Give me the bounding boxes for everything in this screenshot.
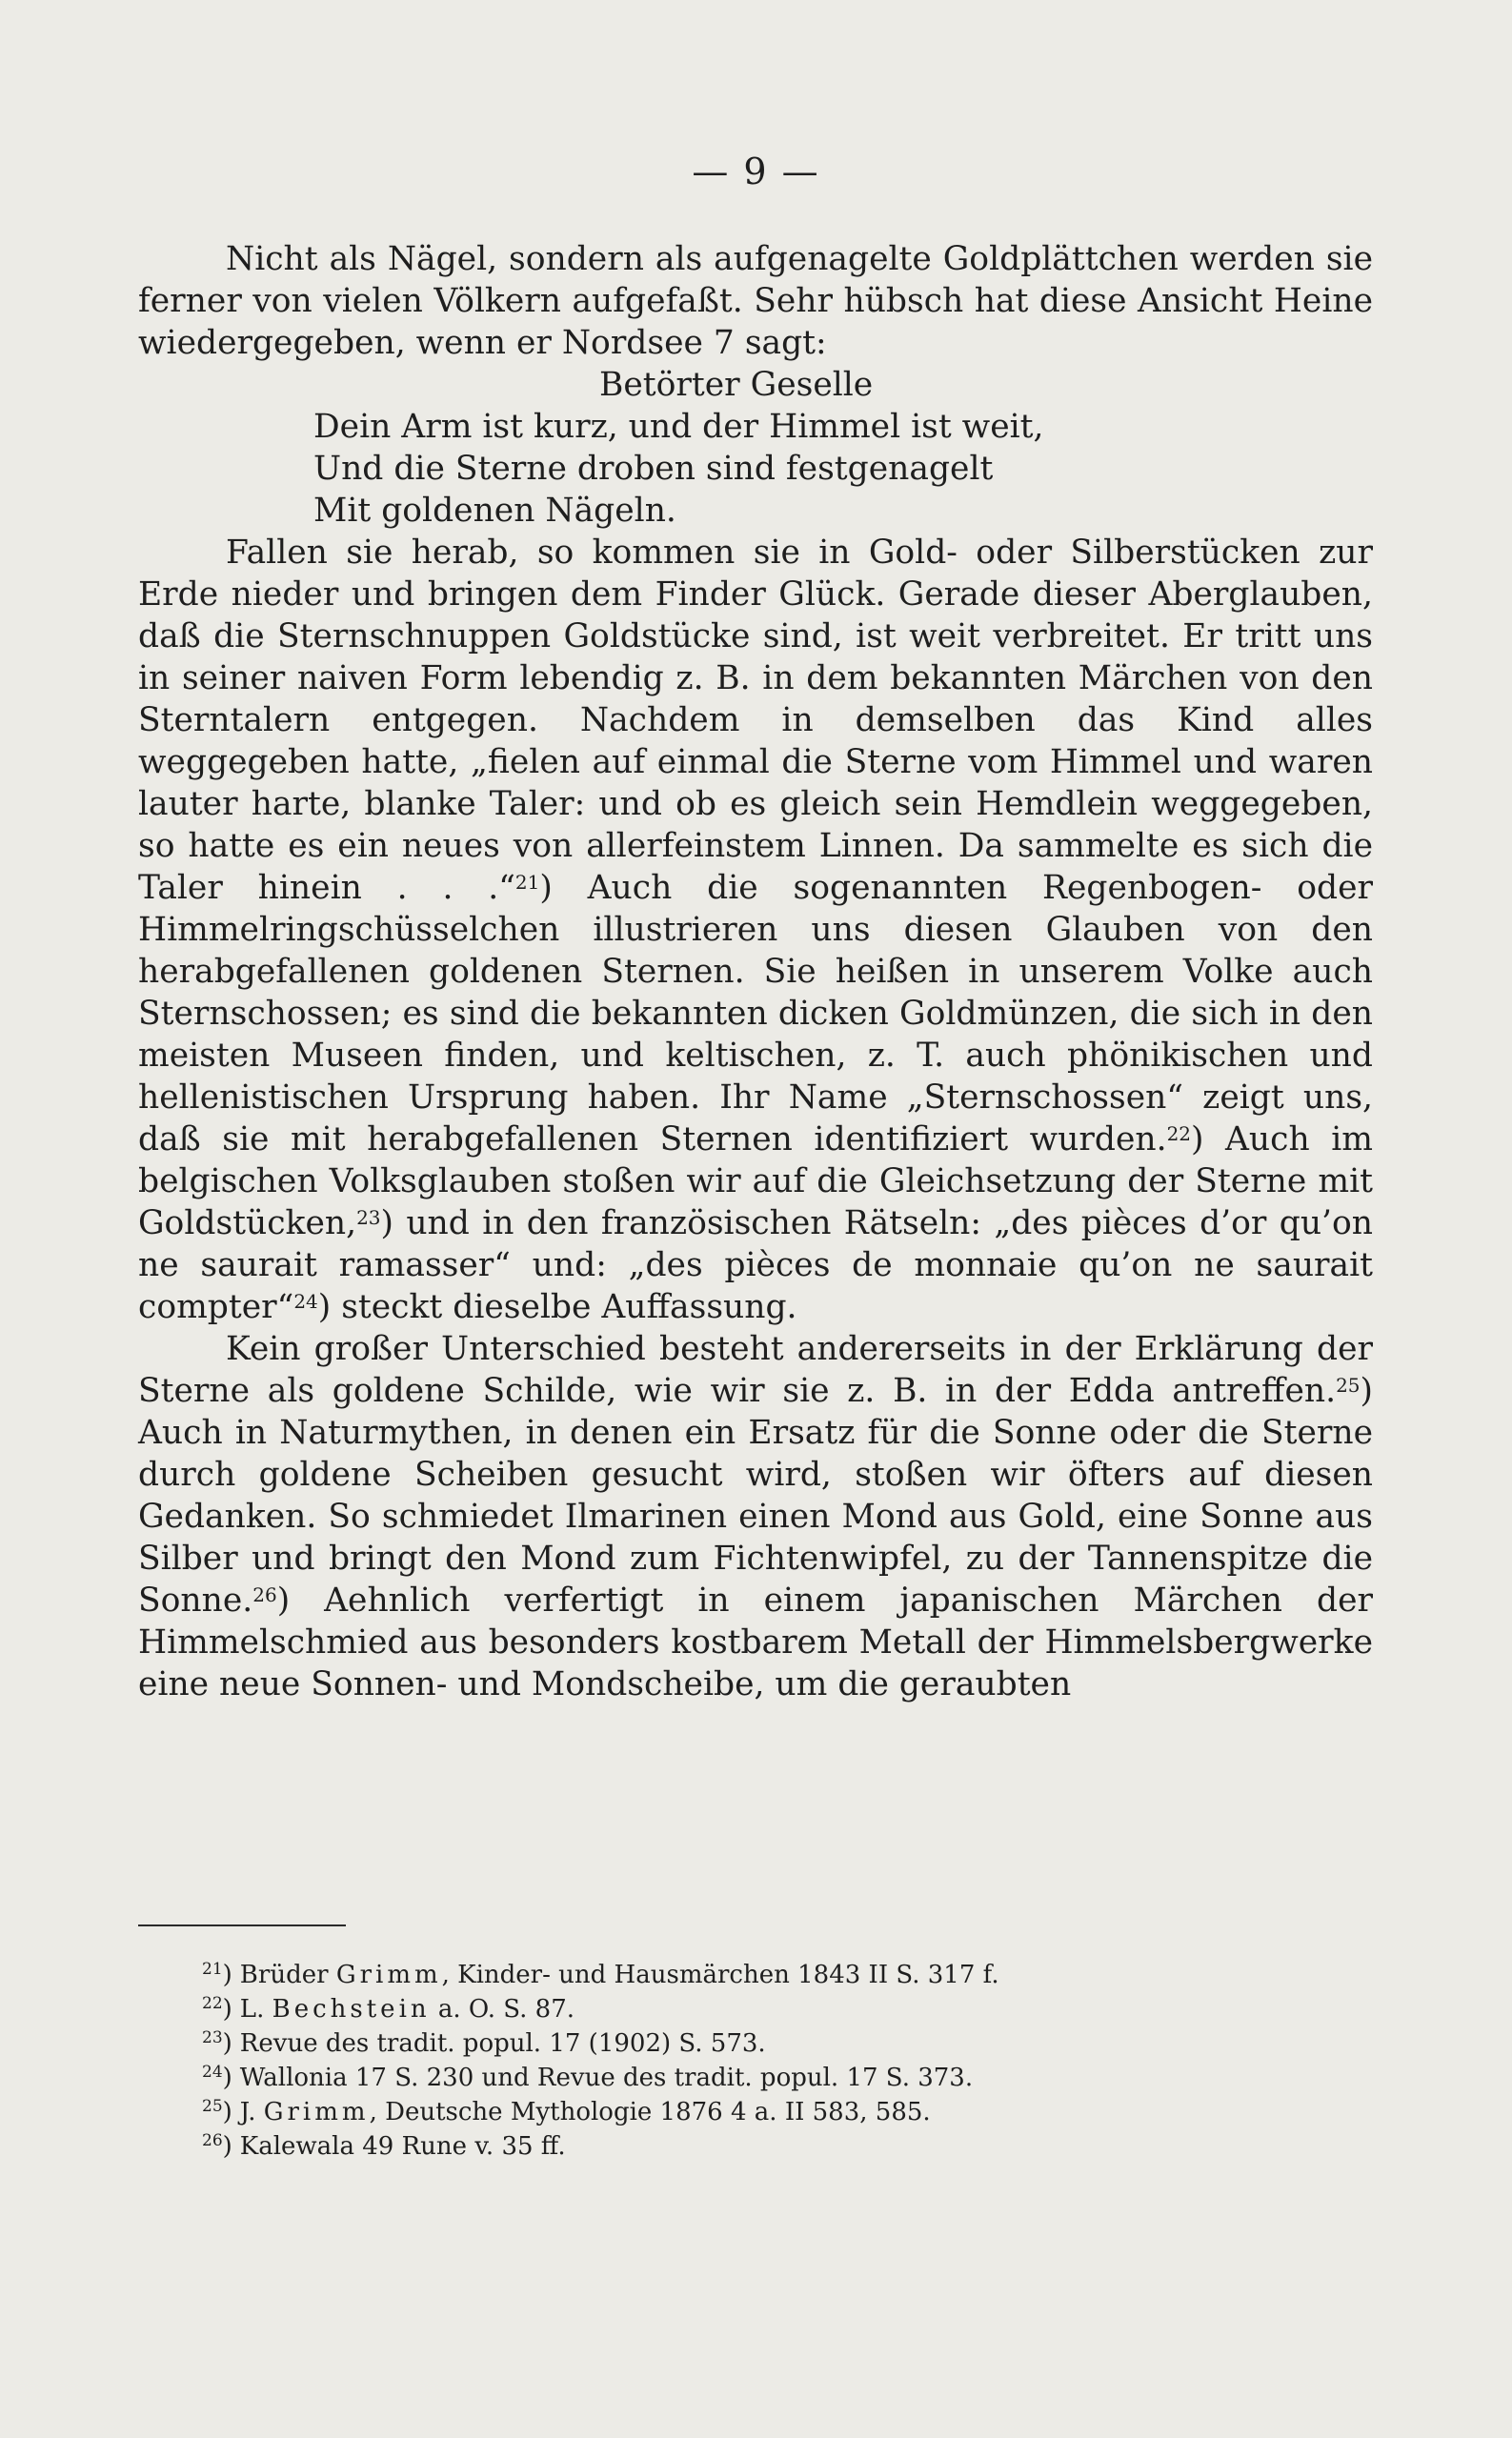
footnote-paren: ) bbox=[222, 2029, 232, 2058]
footnote-21 bbox=[202, 1955, 1298, 1989]
footnote-ref-25: 25 bbox=[1336, 1374, 1361, 1397]
verse-quote bbox=[313, 364, 1373, 532]
footnote-ref-22: 22 bbox=[1166, 1122, 1192, 1145]
footnote-author: Grimm bbox=[263, 2098, 370, 2126]
footnote-ref-23: 23 bbox=[356, 1206, 381, 1229]
footnote-text: L. bbox=[239, 1995, 272, 2024]
paragraph-2-text-2: ) Auch die sogenannten Regenbogen- oder Himmelringschüsselchen illustrieren uns diesen Glauben von den herabgefallenen goldenen Sternen. Sie heißen in unserem Volke auch Sternschossen; es sind die bekannten dicken Goldmünzen, die sich in den meisten Museen finden, und keltischen, z. T. auch phönikischen und hellenistischen Ursprung haben. Ihr Name „Sternschossen“ zeigt uns, daß sie mit herabgefallenen Sternen identifiziert wurden. bbox=[138, 869, 1373, 1159]
paragraph-1: Nicht als Nägel, sondern als aufgenagelte Goldplättchen werden sie ferner von vielen Völkern aufgefaßt. Sehr hübsch hat diese Ansicht Heine wiedergegeben, wenn er Nordsee 7 sagt: bbox=[138, 240, 1373, 362]
footnote-number: 23 bbox=[202, 2028, 223, 2047]
paragraph-2-text-1: Fallen sie herab, so kommen sie in Gold- oder Silberstücken zur Erde nieder und bringen dem Finder Glück. Gerade dieser Aberglauben, daß die Sternschnuppen Goldstücke sind, ist weit verbreitet. Er tritt uns in seiner naiven Form lebendig z. B. in dem bekannten Märchen von den Sterntalern entgegen. Nachdem in demselben das Kind alles weggegeben hatte, „fielen auf einmal die Sterne vom Himmel und waren lauter harte, blanke Taler: und ob es gleich sein Hemdlein weggegeben, so hatte es ein neues von allerfeinstem Linnen. Da sammelte es sich die Taler hinein . . .“ bbox=[138, 534, 1373, 907]
paragraph-2 bbox=[138, 532, 1373, 1328]
paragraph-3-text-2: ) Auch in Naturmythen, in denen ein Ersatz für die Sonne oder die Sterne durch goldene Scheiben gesucht wird, stoßen wir öfters auf diesen Gedanken. So schmiedet Ilmarinen einen Mond aus Gold, eine Sonne aus Silber und bringt den Mond zum Fichtenwipfel, zu der Tannenspitze die Sonne. bbox=[138, 1372, 1373, 1620]
footnote-text: , Deutsche Mythologie 1876 4 a. II 583, 585. bbox=[369, 2098, 931, 2126]
paragraph-3-text-1: Kein großer Unterschied besteht andererseits in der Erklärung der Sterne als goldene Schilde, wie wir sie z. B. in der Edda antreffen. bbox=[138, 1330, 1373, 1410]
footnote-number: 25 bbox=[202, 2097, 223, 2116]
footnote-paren: ) bbox=[222, 2064, 232, 2092]
footnote-paren: ) bbox=[222, 1995, 232, 2024]
paragraph-2-text-5: ) steckt dieselbe Auffassung. bbox=[317, 1288, 797, 1326]
footnote-number: 22 bbox=[202, 1994, 223, 2013]
paragraph-2-text-4: ) und in den französischen Rätseln: „des pièces d’or qu’on ne saurait ramasser“ und: „des pièces de monnaie qu’on ne saurait compter“ bbox=[138, 1204, 1373, 1326]
verse-line-2: Dein Arm ist kurz, und der Himmel ist weit, bbox=[313, 408, 1044, 446]
footnote-23 bbox=[202, 2024, 1298, 2058]
footnote-author: Bechstein bbox=[272, 1995, 431, 2024]
paragraph-3-text-3: ) Aehnlich verfertigt in einem japanischen Märchen der Himmelschmied aus besonders kostbarem Metall der Himmelsbergwerke eine neue Sonnen- und Mondscheibe, um die geraubten bbox=[138, 1582, 1373, 1703]
footnote-text: J. bbox=[239, 2098, 264, 2126]
footnote-ref-21: 21 bbox=[514, 871, 540, 894]
footnote-paren: ) bbox=[222, 1961, 232, 1989]
footnote-25 bbox=[202, 2092, 1298, 2126]
body-text bbox=[138, 238, 1373, 1705]
footnote-number: 21 bbox=[202, 1960, 223, 1979]
footnote-ref-26: 26 bbox=[252, 1583, 277, 1606]
verse-line-1: Betörter Geselle bbox=[599, 366, 874, 404]
footnote-text: Revue des tradit. popul. 17 (1902) S. 573. bbox=[239, 2029, 766, 2058]
footnote-number: 24 bbox=[202, 2063, 223, 2082]
verse-line-3: Und die Sterne droben sind festgenagelt bbox=[313, 450, 994, 488]
footnote-paren: ) bbox=[222, 2098, 232, 2126]
footnote-text: Brüder bbox=[239, 1961, 336, 1989]
verse-line-4: Mit goldenen Nägeln. bbox=[313, 492, 676, 530]
footnote-divider bbox=[138, 1924, 346, 1926]
footnote-author: Grimm bbox=[335, 1961, 442, 1989]
page-number: — 9 — bbox=[692, 151, 820, 192]
footnote-24 bbox=[202, 2058, 1298, 2092]
footnote-ref-24: 24 bbox=[293, 1290, 318, 1313]
footnotes bbox=[202, 1955, 1298, 2161]
footnote-text: a. O. S. 87. bbox=[430, 1995, 575, 2024]
footnote-text: Kalewala 49 Rune v. 35 ff. bbox=[239, 2132, 566, 2161]
footnote-text: , Kinder- und Hausmärchen 1843 II S. 317 f. bbox=[441, 1961, 999, 1989]
footnote-text: Wallonia 17 S. 230 und Revue des tradit. popul. 17 S. 373. bbox=[239, 2064, 974, 2092]
paragraph-2-text-3: ) Auch im belgischen Volksglauben stoßen wir auf die Gleichsetzung der Sterne mit Goldstücken, bbox=[138, 1120, 1373, 1242]
footnote-paren: ) bbox=[222, 2132, 232, 2161]
footnote-26 bbox=[202, 2126, 1298, 2161]
paragraph-3 bbox=[138, 1328, 1373, 1705]
footnote-22 bbox=[202, 1989, 1298, 2024]
footnote-number: 26 bbox=[202, 2131, 223, 2150]
